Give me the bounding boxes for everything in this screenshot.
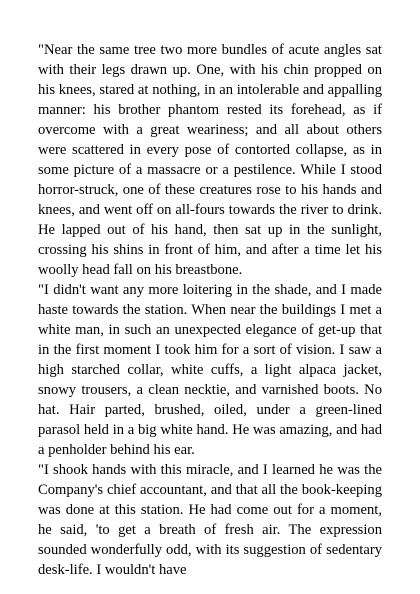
document-page xyxy=(38,40,382,580)
paragraph: "I didn't want any more loitering in the shade, and I made haste towards the station. When near the buildings I met a white man, in such an unexpected elegance of get-up that in the first moment I took him for a sort of vision. I saw a high starched collar, white cuffs, a light alpaca jacket, snowy trousers, a clean necktie, and varnished boots. No hat. Hair parted, brushed, oiled, under a green-lined parasol held in a big white hand. He was amazing, and had a penholder behind his ear. xyxy=(38,282,382,458)
paragraph: "Near the same tree two more bundles of acute angles sat with their legs drawn up. One, with his chin propped on his knees, stared at nothing, in an intolerable and appalling manner: his brother phantom rested its forehead, as if overcome with a great weariness; and all about others were scattered in every pose of contorted collapse, as in some picture of a massacre or a pestilence. While I stood horror-struck, one of these creatures rose to his hands and knees, and went off on all-fours towards the river to drink. He lapped out of his hand, then sat up in the sunlight, crossing his shins in front of him, and after a time let his woolly head fall on his breastbone. xyxy=(38,42,382,278)
paragraph: "I shook hands with this miracle, and I learned he was the Company's chief accountant, and that all the book-keeping was done at this station. He had come out for a moment, he said, 'to get a breath of fresh air. The expression sounded wonderfully odd, with its suggestion of sedentary desk-life. I wouldn't have xyxy=(38,462,382,578)
